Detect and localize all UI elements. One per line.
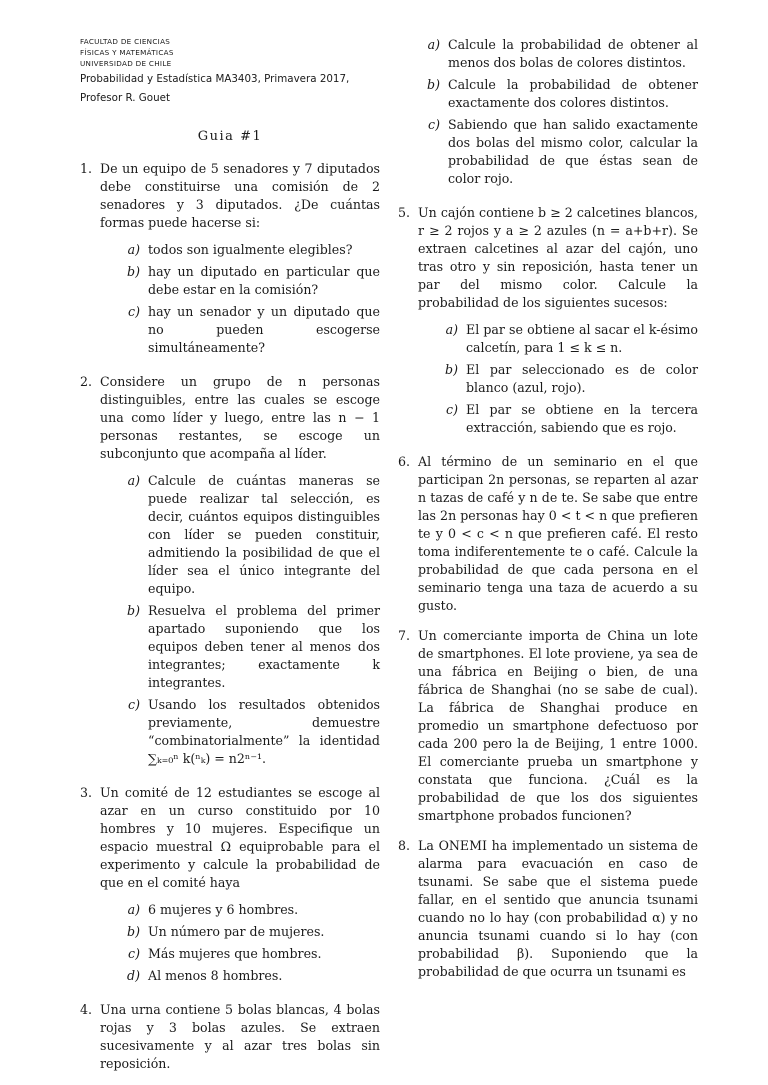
sub-item-text: Calcule de cuántas maneras se puede realizar tal selección, es decir, cuántos equipos distinguibles con líder se pueden constituir, admitiendo la posibilidad de que el líder sea el único integrante del equipo.: [148, 473, 380, 596]
sub-item: [418, 321, 698, 357]
sub-item-label: b): [127, 264, 140, 279]
sub-item-label: a): [445, 322, 458, 337]
sub-item-label: d): [127, 968, 140, 983]
sub-item: [100, 472, 380, 598]
sub-item-label: b): [127, 924, 140, 939]
sub-item-label: b): [445, 362, 458, 377]
problem-number: 8.: [398, 838, 411, 853]
faculty-line-1: FACULTAD DE CIENCIAS: [80, 37, 171, 46]
problem-number: 3.: [80, 785, 93, 800]
problem-statement: Un cajón contiene b ≥ 2 calcetines blancos, r ≥ 2 rojos y a ≥ 2 azules (n = a+b+r). Se extraen calcetines al azar del cajón, uno tras otro y sin reposición, hasta tener un par del mismo color. Calcule la probabilidad de los siguientes sucesos:: [418, 205, 698, 310]
sub-item-text: Sabiendo que han salido exactamente dos bolas del mismo color, calcular la probabilidad de que éstas sean de color rojo.: [448, 117, 698, 186]
sub-item: [398, 36, 698, 72]
sub-item: [398, 116, 698, 188]
university-line: UNIVERSIDAD DE CHILE: [80, 59, 172, 68]
sub-item: [418, 361, 698, 397]
sub-item: [100, 901, 380, 919]
sub-item-text: 6 mujeres y 6 hombres.: [148, 902, 299, 917]
document-header: [80, 36, 380, 106]
sub-item-text: hay un senador y un diputado que no pueden escogerse simultáneamente?: [148, 304, 380, 355]
page-title: Guia #1: [197, 129, 263, 144]
sub-item-label: b): [127, 603, 140, 618]
problem-number: 6.: [398, 454, 411, 469]
sub-item: [100, 696, 380, 768]
sub-item-text: Resuelva el problema del primer apartado suponiendo que los equipos deben tener al menos dos integrantes; exactamente k integrantes.: [148, 603, 380, 690]
course-line: Probabilidad y Estadística MA3403, Primavera 2017,: [80, 73, 350, 85]
problem-number: 1.: [80, 161, 93, 176]
problem-2: [80, 373, 380, 772]
problem-number: 5.: [398, 205, 411, 220]
problem-statement: Un comerciante importa de China un lote de smartphones. El lote proviene, ya sea de una fábrica en Beijing o bien, de una fábrica de Shanghai (no se sabe de cual). La fábrica de Shanghai produce en promedio un smartphone defectuoso por cada 200 pero la de Beijing, 1 entre 1000. El comerciante prueba un smartphone y constata que funciona. ¿Cuál es la probabilidad de que los dos siguientes smartphone probados funcionen?: [418, 628, 698, 823]
professor-line: Profesor R. Gouet: [80, 92, 170, 104]
problem-statement: La ONEMI ha implementado un sistema de alarma para evacuación en caso de tsunami. Se sabe que el sistema puede fallar, en el sentido que anuncia tsunami cuando no lo hay (con probabilidad α) y no anuncia tsunami cuando si lo hay (con probabilidad β). Suponiendo que la probabilidad de que ocurra un tsunami es: [418, 838, 698, 979]
problem-statement: Un comité de 12 estudiantes se escoge al azar en un curso constituido por 10 hombres y 10 mujeres. Especifique un espacio muestral Ω equiprobable para el experimento y calcule la probabilidad de que en el comité haya: [100, 785, 380, 890]
sub-item-label: c): [128, 946, 140, 961]
problem-5: [398, 204, 698, 441]
sub-item-label: c): [128, 304, 140, 319]
sub-item-text: El par se obtiene en la tercera extracción, sabiendo que es rojo.: [466, 402, 698, 435]
faculty-line-2: FÍSICAS Y MATEMÁTICAS: [80, 48, 174, 57]
problem-8: [398, 837, 698, 981]
sub-item-label: c): [428, 117, 440, 132]
problem-6: [398, 453, 698, 615]
sub-item: [100, 923, 380, 941]
sub-item: [100, 303, 380, 357]
right-column: [398, 36, 698, 993]
sub-item-text: Más mujeres que hombres.: [148, 946, 322, 961]
problem-3: [80, 784, 380, 989]
sub-item: [100, 945, 380, 963]
sub-item-label: a): [127, 242, 140, 257]
problem-7: [398, 627, 698, 825]
problem-4-items: [398, 36, 698, 188]
sub-item-label: a): [127, 473, 140, 488]
sub-item-text: Calcule la probabilidad de obtener exactamente dos colores distintos.: [448, 77, 698, 110]
sub-item: [398, 76, 698, 112]
sub-item-text: Usando los resultados obtenidos previamente, demuestre “combinatorialmente” la identidad ∑ₖ₌₀ⁿ k(ⁿₖ) = n2ⁿ⁻¹.: [148, 697, 380, 766]
sub-item-label: c): [128, 697, 140, 712]
sub-item: [100, 241, 380, 259]
problem-4: [80, 1001, 380, 1073]
left-column: [80, 36, 380, 1085]
problem-1: [80, 160, 380, 361]
sub-item-text: Calcule la probabilidad de obtener al menos dos bolas de colores distintos.: [448, 37, 698, 70]
problem-statement: De un equipo de 5 senadores y 7 diputados debe constituirse una comisión de 2 senadores y 3 diputados. ¿De cuántas formas puede hacerse si:: [100, 161, 380, 230]
sub-item-text: El par seleccionado es de color blanco (azul, rojo).: [466, 362, 698, 395]
problem-statement: Considere un grupo de n personas distinguibles, entre las cuales se escoge una como líder y luego, entre las n − 1 personas restantes, se escoge un subconjunto que acompaña al líder.: [100, 374, 380, 461]
problem-statement: Una urna contiene 5 bolas blancas, 4 bolas rojas y 3 bolas azules. Se extraen sucesivamente y al azar tres bolas sin reposición.: [100, 1002, 380, 1071]
sub-item-text: hay un diputado en particular que debe estar en la comisión?: [148, 264, 380, 297]
problem-number: 7.: [398, 628, 411, 643]
sub-item: [100, 967, 380, 985]
sub-item-text: El par se obtiene al sacar el k-ésimo calcetín, para 1 ≤ k ≤ n.: [466, 322, 698, 355]
sub-item-text: Un número par de mujeres.: [148, 924, 325, 939]
sub-item-text: Al menos 8 hombres.: [148, 968, 283, 983]
problem-statement: Al término de un seminario en el que participan 2n personas, se reparten al azar n tazas de café y n de te. Se sabe que entre las 2n personas hay 0 < t < n que prefieren te y 0 < c < n que prefieren café. El resto toma indiferentemente te o café. Calcule la probabilidad de que cada persona en el seminario tenga una taza de acuerdo a su gusto.: [418, 454, 698, 613]
sub-item-label: b): [427, 77, 440, 92]
sub-item-label: c): [446, 402, 458, 417]
sub-item-label: a): [427, 37, 440, 52]
sub-item-label: a): [127, 902, 140, 917]
sub-item-text: todos son igualmente elegibles?: [148, 242, 353, 257]
sub-item: [100, 263, 380, 299]
problem-number: 4.: [80, 1002, 93, 1017]
sub-item: [418, 401, 698, 437]
sub-item: [100, 602, 380, 692]
problem-number: 2.: [80, 374, 93, 389]
